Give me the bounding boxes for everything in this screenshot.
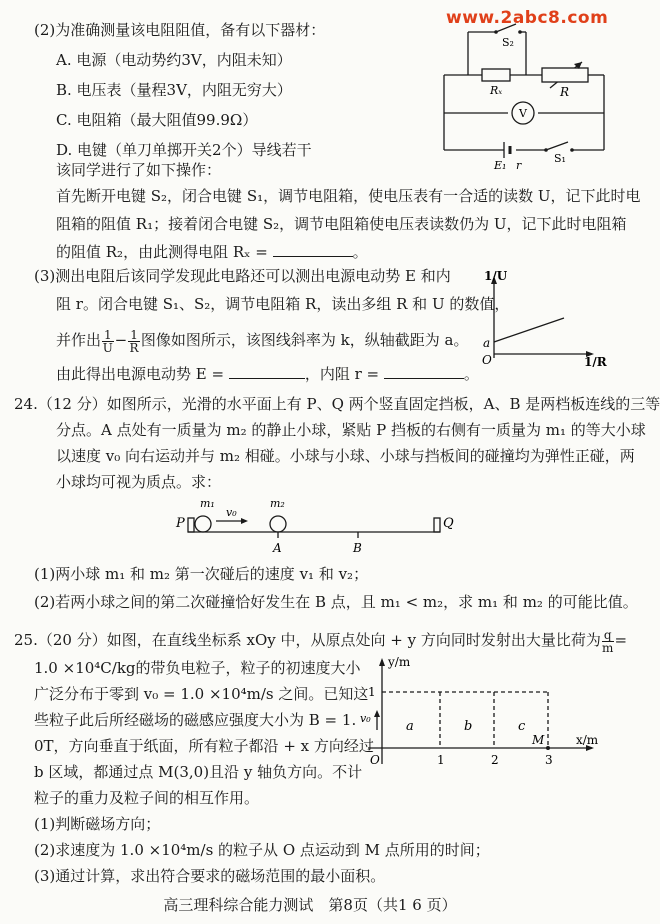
coord-v0: v₀ xyxy=(360,712,371,725)
barrier-p xyxy=(188,518,194,532)
q23-item-c: C. 电阻箱（最大阻值99.9Ω） xyxy=(56,111,258,129)
q25-sub2: (2)求速度为 1.0 ×10⁴m/s 的粒子从 O 点运动到 M 点所用的时间； xyxy=(34,841,490,859)
q24-sub1: (1)两小球 m₁ 和 m₂ 第一次碰后的速度 v₁ 和 v₂； xyxy=(34,565,369,583)
fraction-1-over-u: $\frac{1}{U}$ xyxy=(102,327,113,355)
answer-blank-emf[interactable] xyxy=(229,378,305,379)
label-m-point: M xyxy=(532,733,545,747)
answer-blank-rx[interactable] xyxy=(273,256,353,257)
q24-line4: 小球均可视为质点。求： xyxy=(56,473,222,491)
q23-part3-line3b: 图像如图所示，该图线斜率为 k，纵轴截距为 a。 xyxy=(140,331,469,349)
resistor-rx xyxy=(482,69,510,81)
collision-figure xyxy=(166,494,466,556)
label-s2: S₂ xyxy=(502,36,514,49)
fraction-1-over-r: $\frac{1}{R}$ xyxy=(129,327,139,355)
tick-1: 1 xyxy=(437,753,445,767)
coord-xlabel: x/m xyxy=(576,733,599,747)
page-footer: 高三理科综合能力测试 第8页（共1 6 页） xyxy=(163,896,457,914)
label-m1: m₁ xyxy=(200,497,215,510)
v0-arrow-icon xyxy=(374,710,380,717)
q23-part3-line3a: 并作出 xyxy=(56,331,102,349)
q23-part2-intro: (2)为准确测量该电阻阻值，备有以下器材： xyxy=(34,21,326,39)
q24-line3: 以速度 v₀ 向右运动并与 m₂ 相碰。小球与小球、小球与挡板间的碰撞均为弹性正碰，两 xyxy=(56,447,635,465)
label-p: P xyxy=(176,516,185,531)
graph-ylabel: 1/U xyxy=(484,269,508,283)
q25-line7: 粒子的重力及粒子间的相互作用。 xyxy=(34,789,260,807)
inverse-graph xyxy=(476,268,616,368)
q23-part3-line4 xyxy=(56,364,479,384)
q25-sub3: (3)通过计算，求出符合要求的磁场范围的最小面积。 xyxy=(34,867,386,885)
q23-ops-line3-text: 的阻值 R₂，由此测得电阻 Rₓ = xyxy=(56,243,268,261)
label-rx: Rₓ xyxy=(490,84,503,97)
label-r: R xyxy=(560,85,570,99)
region-b: b xyxy=(464,719,473,734)
q23-part3-line4a: 由此得出电源电动势 E = xyxy=(56,365,225,383)
q23-ops-line2: 阻箱的阻值 R₁；接着闭合电键 S₂，调节电阻箱使电压表读数仍为 U，记下此时电阻箱 xyxy=(56,215,627,233)
q23-part3-line4b: ，内阻 r = xyxy=(304,365,380,383)
q23-item-a: A. 电源（电动势约3V，内阻未知） xyxy=(56,51,292,69)
minus-sign: − xyxy=(114,331,128,349)
graph-origin: O xyxy=(482,353,492,367)
label-q: Q xyxy=(443,516,454,531)
q25-equals: = xyxy=(614,631,628,649)
label-r-internal: r xyxy=(516,159,522,172)
q25-line4: 些粒子此后所经磁场的磁感应强度大小为 B = 1. xyxy=(34,711,357,729)
label-v0: v₀ xyxy=(226,506,237,519)
label-a: A xyxy=(273,541,282,555)
coord-ylabel: y/m xyxy=(388,655,411,669)
barrier-q xyxy=(434,518,440,532)
q25-line5: 0T，方向垂直于纸面，所有粒子都沿 + x 方向经过 xyxy=(34,737,374,755)
circuit-diagram xyxy=(438,20,618,170)
coord-origin: O xyxy=(370,753,380,767)
velocity-arrow-icon xyxy=(241,518,248,524)
q23-ops-intro: 该同学进行了如下操作： xyxy=(56,161,222,179)
q25-line1 xyxy=(14,626,627,654)
ball-m2 xyxy=(270,516,286,532)
q23-ops-line1: 首先断开电键 S₂，闭合电键 S₁，调节电阻箱，使电压表有一合适的读数 U，记下此时电 xyxy=(56,187,641,205)
coord-y1: 1 xyxy=(368,685,376,699)
region-c: c xyxy=(518,719,526,734)
q23-part3-line4c: 。 xyxy=(463,365,479,383)
graph-line xyxy=(494,318,564,342)
tick-3: 3 xyxy=(545,753,553,767)
q25-line1a: 25.（20 分）如图，在直线坐标系 xOy 中，从原点处向 + y 方向同时发射出大量比荷为 xyxy=(14,631,601,649)
q24-line2: 分点。A 点处有一质量为 m₂ 的静止小球，紧贴 P 挡板的右侧有一质量为 m₁ 的等大小球 xyxy=(56,421,646,439)
q25-sub1: (1)判断磁场方向； xyxy=(34,815,161,833)
q24-sub2: (2)若两小球之间的第二次碰撞恰好发生在 B 点，且 m₁ < m₂，求 m₁ 和 m₂ 的可能比值。 xyxy=(34,593,638,611)
q25-line2: 1.0 ×10⁴C/kg的带负电粒子，粒子的初速度大小 xyxy=(34,659,361,677)
label-m2: m₂ xyxy=(270,497,285,510)
tick-2: 2 xyxy=(491,753,499,767)
coordinate-figure xyxy=(360,652,604,772)
q23-part3-line3 xyxy=(56,326,468,354)
q23-item-d: D. 电键（单刀单掷开关2个）导线若干 xyxy=(56,141,312,159)
fraction-q-over-m: $\frac{q}{m}$ xyxy=(601,627,614,655)
resistance-box-r xyxy=(542,68,588,82)
graph-intercept-a: a xyxy=(483,336,491,350)
q23-part3-line2: 阻 r。闭合电键 S₁、S₂，调节电阻箱 R，读出多组 R 和 U 的数值， xyxy=(56,295,510,313)
label-e1: E₁ xyxy=(494,159,507,172)
q25-line6: b 区域，都通过点 M(3,0)且沿 y 轴负方向。不计 xyxy=(34,763,363,781)
graph-xlabel: 1/R xyxy=(584,355,607,369)
q25-line3: 广泛分布于零到 v₀ = 1.0 ×10⁴m/s 之间。已知这 xyxy=(34,685,369,703)
answer-blank-internal-resistance[interactable] xyxy=(384,378,464,379)
q23-item-b: B. 电压表（量程3V，内阻无穷大） xyxy=(56,81,292,99)
point-m xyxy=(546,746,550,750)
q23-ops-line3 xyxy=(56,242,368,262)
region-a: a xyxy=(406,719,414,734)
label-v: V xyxy=(519,107,527,120)
label-b: B xyxy=(353,541,362,555)
q23-part3-line1: (3)测出电阻后该同学发现此电路还可以测出电源电动势 E 和内 xyxy=(34,267,451,285)
q23-ops-line3-end: 。 xyxy=(352,243,368,261)
q24-line1: 24.（12 分）如图所示，光滑的水平面上有 P、Q 两个竖直固定挡板，A、B 是两档板连线的三等 xyxy=(14,395,660,413)
ball-m1 xyxy=(195,516,211,532)
label-s1: S₁ xyxy=(554,152,566,165)
watermark: www.2abc8.com xyxy=(446,8,609,28)
